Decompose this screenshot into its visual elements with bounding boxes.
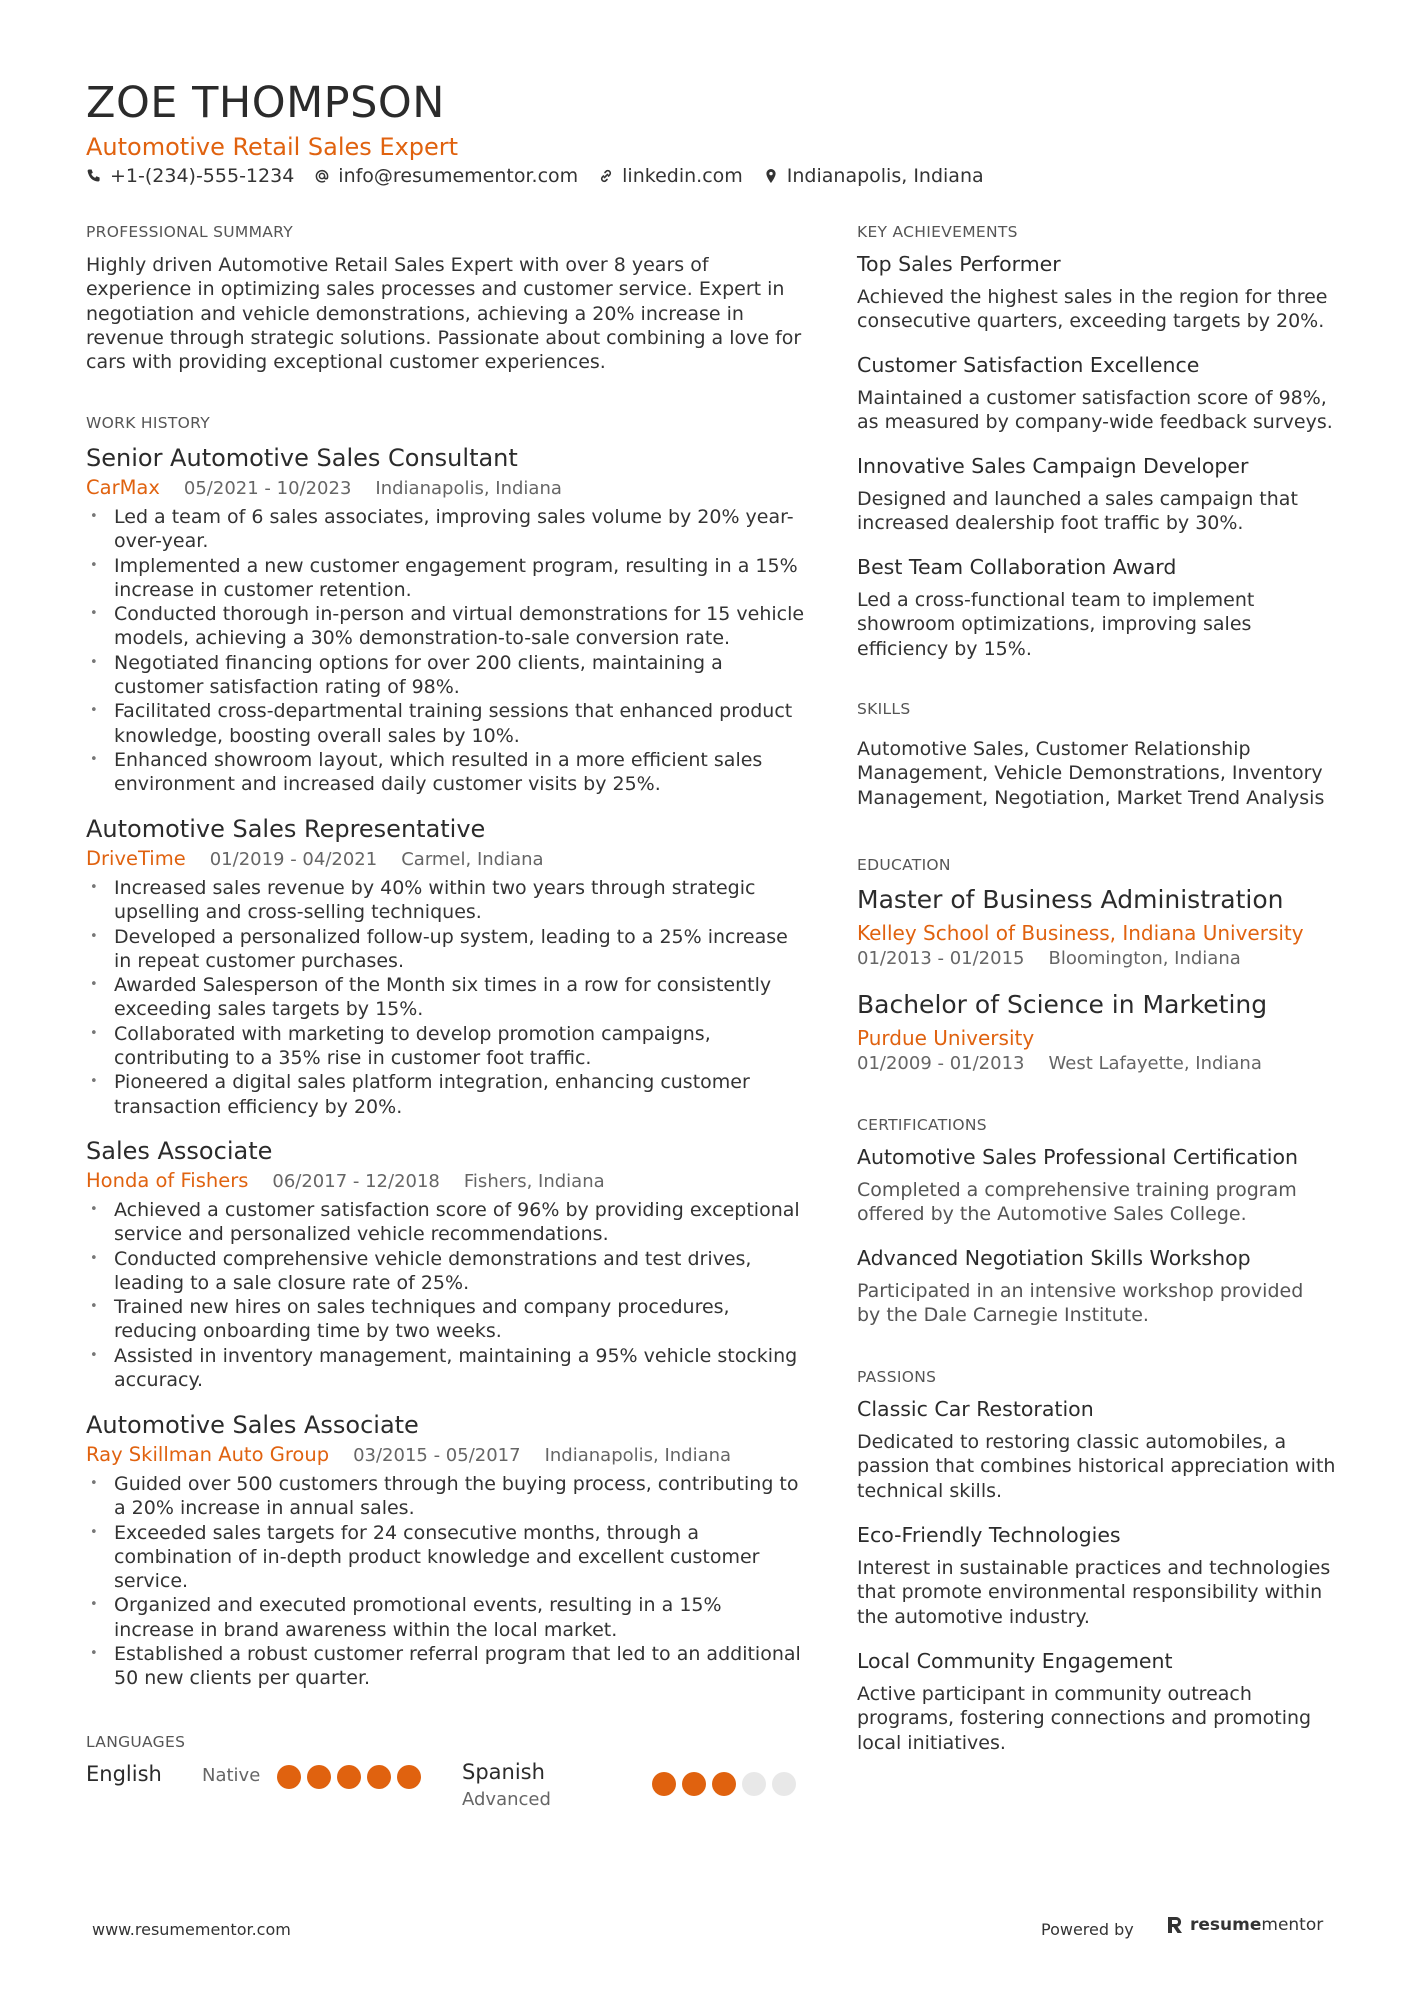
job-location: Indianapolis, Indiana [544,1445,732,1466]
job-bullet: • Collaborated with marketing to develop promotion campaigns, contributing to a 35% rise in customer foot traffic. [86,1022,806,1071]
rating-dot-filled [277,1765,301,1789]
job-bullet: • Developed a personalized follow-up system, leading to a 25% increase in repeat customer purchases. [86,925,806,974]
education-heading: EDUCATION [857,856,951,874]
job-location: Carmel, Indiana [401,849,544,870]
contact-location-text: Indianapolis, Indiana [786,165,984,187]
job-dates: 05/2021 - 10/2023 [183,478,352,499]
job-company: CarMax [86,476,160,499]
education-dates: 01/2013 - 01/2015 [857,948,1025,969]
job-bullet: • Achieved a customer satisfaction score of 96% by providing exceptional service and personalized vehicle recommendations. [86,1198,806,1247]
language-level: Native [202,1765,261,1786]
contact-phone-text: +1-(234)-555-1234 [110,165,295,187]
language-level: Advanced [462,1789,551,1810]
job-bullet: • Led a team of 6 sales associates, improving sales volume by 20% year-over-year. [86,505,806,554]
rating-dot-filled [337,1765,361,1789]
job-company: Ray Skillman Auto Group [86,1443,330,1466]
passion-title: Classic Car Restoration [857,1397,1094,1421]
passion-desc: Active participant in community outreach programs, fostering connections and promoting local initiatives. [857,1683,1312,1754]
achievement-desc: Achieved the highest sales in the region for three consecutive quarters, exceeding targets by 20%. [857,286,1328,333]
achievement-desc: Designed and launched a sales campaign that increased dealership foot traffic by 30%. [857,488,1298,535]
language-name: English [86,1762,162,1786]
phone-icon [86,168,102,184]
job-bullet: • Organized and executed promotional events, resulting in a 15% increase in brand awareness within the local market. [86,1593,806,1642]
language-rating [277,1765,421,1789]
job-bullets [86,1472,806,1691]
job-bullet: • Assisted in inventory management, maintaining a 95% vehicle stocking accuracy. [86,1344,806,1393]
passions-heading: PASSIONS [857,1368,937,1386]
education-degree: Master of Business Administration [857,885,1284,914]
job-bullet: • Increased sales revenue by 40% within two years through strategic upselling and cross-selling techniques. [86,876,806,925]
job-location: Indianapolis, Indiana [375,478,562,499]
job-bullets [86,505,806,797]
certification-desc: Completed a comprehensive training program offered by the Automotive Sales College. [857,1179,1297,1226]
job-bullet: • Pioneered a digital sales platform integration, enhancing customer transaction efficiency by 20%. [86,1070,806,1119]
certification-title: Automotive Sales Professional Certification [857,1145,1299,1169]
achievement-desc: Maintained a customer satisfaction score of 98%, as measured by company-wide feedback surveys. [857,387,1333,434]
contact-phone [86,165,294,187]
language-rating [652,1772,796,1796]
achievement-title: Best Team Collaboration Award [857,555,1177,579]
job-bullet: • Trained new hires on sales techniques and company procedures, reducing onboarding time by two weeks. [86,1295,806,1344]
rating-dot-filled [367,1765,391,1789]
resumementor-logo-icon [1166,1915,1184,1935]
candidate-name: ZOE THOMPSON [86,78,445,128]
job-company: DriveTime [86,847,186,870]
contact-email[interactable] [314,165,578,187]
achievement-title: Top Sales Performer [857,252,1061,276]
education-dates: 01/2009 - 01/2013 [857,1053,1025,1074]
job-title: Automotive Sales Representative [86,815,486,843]
brand-text-bold: resume [1190,1915,1262,1935]
job-bullets [86,876,806,1119]
education-degree: Bachelor of Science in Marketing [857,990,1268,1019]
footer-url[interactable]: www.resumementor.com [92,1920,291,1939]
candidate-title: Automotive Retail Sales Expert [86,133,459,161]
job-bullet: • Facilitated cross-departmental training sessions that enhanced product knowledge, boosting overall sales by 10%. [86,699,806,748]
contact-linkedin-text[interactable]: linkedin.com [622,165,743,187]
job-bullet: • Implemented a new customer engagement program, resulting in a 15% increase in customer retention. [86,554,806,603]
passion-title: Local Community Engagement [857,1649,1173,1673]
brand-text-rest: mentor [1261,1915,1324,1935]
languages-heading: LANGUAGES [86,1733,186,1751]
job-meta [86,847,544,870]
location-pin-icon [763,168,779,184]
education-location: West Lafayette, Indiana [1048,1053,1262,1074]
work-history-heading: WORK HISTORY [86,414,210,432]
job-bullet: • Exceeded sales targets for 24 consecutive months, through a combination of in-depth product knowledge and excellent customer service. [86,1521,806,1594]
achievement-title: Customer Satisfaction Excellence [857,353,1200,377]
powered-by-label: Powered by [1041,1920,1134,1939]
contact-bar [86,165,984,187]
education-meta [857,1053,1262,1074]
language-name: Spanish [462,1760,545,1784]
job-bullet: • Negotiated financing options for over 200 clients, maintaining a customer satisfaction rating of 98%. [86,651,806,700]
job-company: Honda of Fishers [86,1169,249,1192]
link-icon [598,168,614,184]
rating-dot-filled [682,1772,706,1796]
passion-desc: Dedicated to restoring classic automobiles, a passion that combines historical appreciation with technical skills. [857,1431,1336,1502]
certification-title: Advanced Negotiation Skills Workshop [857,1246,1251,1270]
skills-text: Automotive Sales, Customer Relationship Management, Vehicle Demonstrations, Inventory Management, Negotiation, Market Trend Analysis [857,738,1325,809]
education-school: Purdue University [857,1026,1035,1050]
passion-title: Eco-Friendly Technologies [857,1523,1121,1547]
rating-dot-filled [397,1765,421,1789]
job-dates: 06/2017 - 12/2018 [272,1171,440,1192]
job-bullet: • Conducted thorough in-person and virtual demonstrations for 15 vehicle models, achieving a 30% demonstration-to-sale conversion rate. [86,602,806,651]
achievement-title: Innovative Sales Campaign Developer [857,454,1249,478]
job-bullet: • Guided over 500 customers through the buying process, contributing to a 20% increase in annual sales. [86,1472,806,1521]
job-meta [86,1443,731,1466]
rating-dot-empty [742,1772,766,1796]
rating-dot-filled [307,1765,331,1789]
rating-dot-filled [652,1772,676,1796]
summary-heading: PROFESSIONAL SUMMARY [86,223,294,241]
education-meta [857,948,1241,969]
summary-text: Highly driven Automotive Retail Sales Expert with over 8 years of experience in optimizing sales processes and customer service. Expert in negotiation and vehicle demonstrations, achieving a 20% increase in revenue through strategic solutions. Passionate about combining a love for cars with providing exceptional customer experiences. [86,254,802,374]
job-bullet: • Enhanced showroom layout, which resulted in a more efficient sales environment and increased daily customer visits by 25%. [86,748,806,797]
job-meta [86,1169,605,1192]
contact-linkedin[interactable] [598,165,743,187]
education-location: Bloomington, Indiana [1048,948,1241,969]
job-title: Automotive Sales Associate [86,1411,419,1439]
rating-dot-empty [772,1772,796,1796]
job-meta [86,476,562,499]
job-title: Sales Associate [86,1137,273,1165]
brand-logo[interactable] [1166,1915,1323,1935]
skills-heading: SKILLS [857,700,911,718]
job-bullet: • Conducted comprehensive vehicle demonstrations and test drives, leading to a sale closure rate of 25%. [86,1247,806,1296]
brand-text [1190,1915,1323,1935]
certifications-heading: CERTIFICATIONS [857,1116,987,1134]
achievement-desc: Led a cross-functional team to implement showroom optimizations, improving sales efficiency by 15%. [857,589,1255,660]
education-school: Kelley School of Business, Indiana University [857,921,1304,945]
job-bullets [86,1198,806,1392]
job-dates: 01/2019 - 04/2021 [209,849,378,870]
at-icon [314,168,330,184]
contact-email-text[interactable]: info@resumementor.com [338,165,579,187]
job-title: Senior Automotive Sales Consultant [86,444,518,472]
passion-desc: Interest in sustainable practices and technologies that promote environmental responsibility within the automotive industry. [857,1557,1331,1628]
job-bullet: • Established a robust customer referral program that led to an additional 50 new clients per quarter. [86,1642,806,1691]
contact-location [763,165,984,187]
job-dates: 03/2015 - 05/2017 [353,1445,521,1466]
job-bullet: • Awarded Salesperson of the Month six times in a row for consistently exceeding sales targets by 15%. [86,973,806,1022]
achievements-heading: KEY ACHIEVEMENTS [857,223,1018,241]
job-location: Fishers, Indiana [463,1171,605,1192]
certification-desc: Participated in an intensive workshop provided by the Dale Carnegie Institute. [857,1280,1304,1327]
rating-dot-filled [712,1772,736,1796]
